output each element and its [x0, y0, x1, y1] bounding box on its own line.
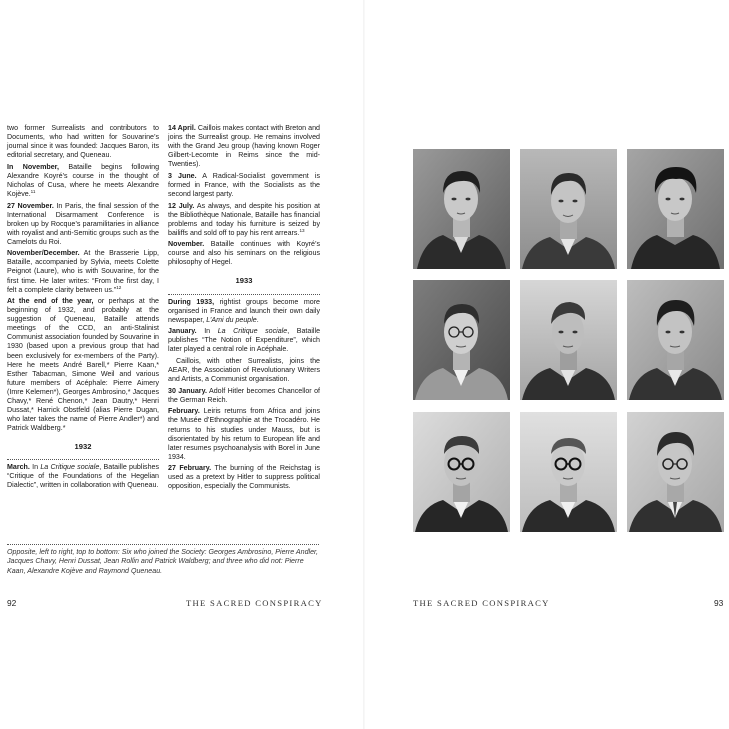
- left-page: [0, 0, 364, 729]
- paragraph: Caillois, with other Surrealists, joins the AEAR, the Association of Revolutionary Writers and Artists, a Communist organisation.: [168, 357, 320, 384]
- paragraph: 12 July. As always, and despite his position at the Bibliothèque Nationale, Bataille has financial problems and today his furniture is seized by bailiffs and sold off to pay his rent arrears.$^{13}$: [168, 201, 321, 237]
- paragraph: In November, Bataille begins following Alexandre Koyré’s course in the thought of Nicholas of Cusa, where he meets Alexandre Kojève.$^{11}$: [7, 162, 160, 198]
- portrait-grid: [413, 149, 724, 534]
- paragraph: November/December. At the Brasserie Lipp, Bataille, accompanied by Sylvia, meets Colette Peignot (Laure), who is with Souvarine, for the first time. He later writes: “From the first day, I felt a complete clarity between us.”$^{12}$: [7, 249, 159, 294]
- right-column: [168, 124, 320, 494]
- running-head: THE SACRED CONSPIRACY: [186, 598, 323, 608]
- photo-caption: Opposite, left to right, top to bottom: Six who joined the Society: Georges Ambrosino, Pierre Andler, Jacques Chavy, Henri Dussat, Jean Rollin and Patrick Waldberg; and three who did not: Pierre Kaan, Alexandre Kojève and Raymond Queneau.: [7, 548, 318, 575]
- paragraph: During 1933, rightist groups become more organised in France and launch their own daily newspaper, L’Ami du peuple.: [168, 297, 320, 324]
- paragraph: At the end of the year, or perhaps at the beginning of 1932, and probably at the suggestion of Queneau, Bataille attends meetings of the CCD, an anti-Stalinist Communist association founded by Souvarine in 1930 (based upon a previous group that had been exclusively for ex-members of the Party). Here he meets André Barell,* Pierre Kaan,* Esther Tabacman, Simone Weil and various future members of Acéphale: Pierre Aimery (Imre Kelemen*), Georges Ambrosino,* Jacques Chavy,* René Chenon,* Jean Dautry,* Henri Dussat,* Harrick Obstfeld (alias Pierre Dugan, who later takes the name of Pierre Andler*) and Patrick Waldberg.*: [7, 297, 159, 432]
- paragraph: 14 April. Caillois makes contact with Breton and joins the Surrealist group. He remains involved with the Grand Jeu group (having known Roger Gilbert-Lecomte in Reims since the mid-Twenties).: [168, 124, 320, 169]
- paragraph: 27 February. The burning of the Reichstag is used as a pretext by Hitler to suppress political opposition, especially the Communists.: [168, 464, 320, 491]
- paragraph: two former Surrealists and contributors to Documents, who had written for Souvarine’s journal since it was founded: Jacques Baron, its editorial secretary, and Queneau.: [7, 124, 159, 160]
- portrait-photo: [627, 149, 724, 269]
- portrait-photo: [520, 412, 617, 532]
- portrait-photo: [627, 280, 724, 400]
- paragraph: January. In La Critique sociale, Bataille publishes “The Notion of Expenditure”, which later played a central role in Acéphale.: [168, 327, 321, 354]
- paragraph: February. Leiris returns from Africa and joins the Musée d’Ethnographie at the Trocadéro. He returns to his studies under Mauss, but is disorientated by his return to European life and later resumes psychoanalysis with Borel in June 1934.: [168, 407, 320, 461]
- page-number: 92: [7, 598, 17, 608]
- right-page: [364, 0, 729, 729]
- left-column: [7, 124, 159, 493]
- dotted-rule: [7, 544, 319, 545]
- portrait-photo: [520, 149, 617, 269]
- paragraph: 30 January. Adolf Hitler becomes Chancellor of the German Reich.: [168, 386, 321, 404]
- paragraph: November. Bataille continues with Koyré’s course and also his seminars on the religious philosophy of Hegel.: [168, 240, 320, 267]
- portrait-photo: [413, 149, 510, 269]
- portrait-photo: [520, 280, 617, 400]
- dotted-rule: [168, 294, 320, 295]
- page-number: 93: [714, 598, 724, 608]
- paragraph: March. In La Critique sociale, Bataille publishes “Critique of the Foundations of the Hegelian Dialectic”, written in collaboration with Queneau.: [7, 462, 160, 490]
- running-head: THE SACRED CONSPIRACY: [413, 598, 550, 608]
- paragraph: 3 June. A Radical-Socialist government is formed in France, with the Socialists as the second largest party.: [168, 171, 320, 198]
- portrait-photo: [413, 412, 510, 532]
- portrait-photo: [413, 280, 510, 400]
- portrait-photo: [627, 412, 724, 532]
- paragraph: 27 November. In Paris, the final session of the International Disarmament Conference is broken up by Rocque’s paramilitaries in alliance with royalist and anti-Semitic groups such as the Camelots du Roi.: [7, 201, 159, 246]
- year-heading: 1933: [235, 276, 253, 286]
- year-heading: 1932: [74, 441, 92, 451]
- dotted-rule: [7, 459, 159, 460]
